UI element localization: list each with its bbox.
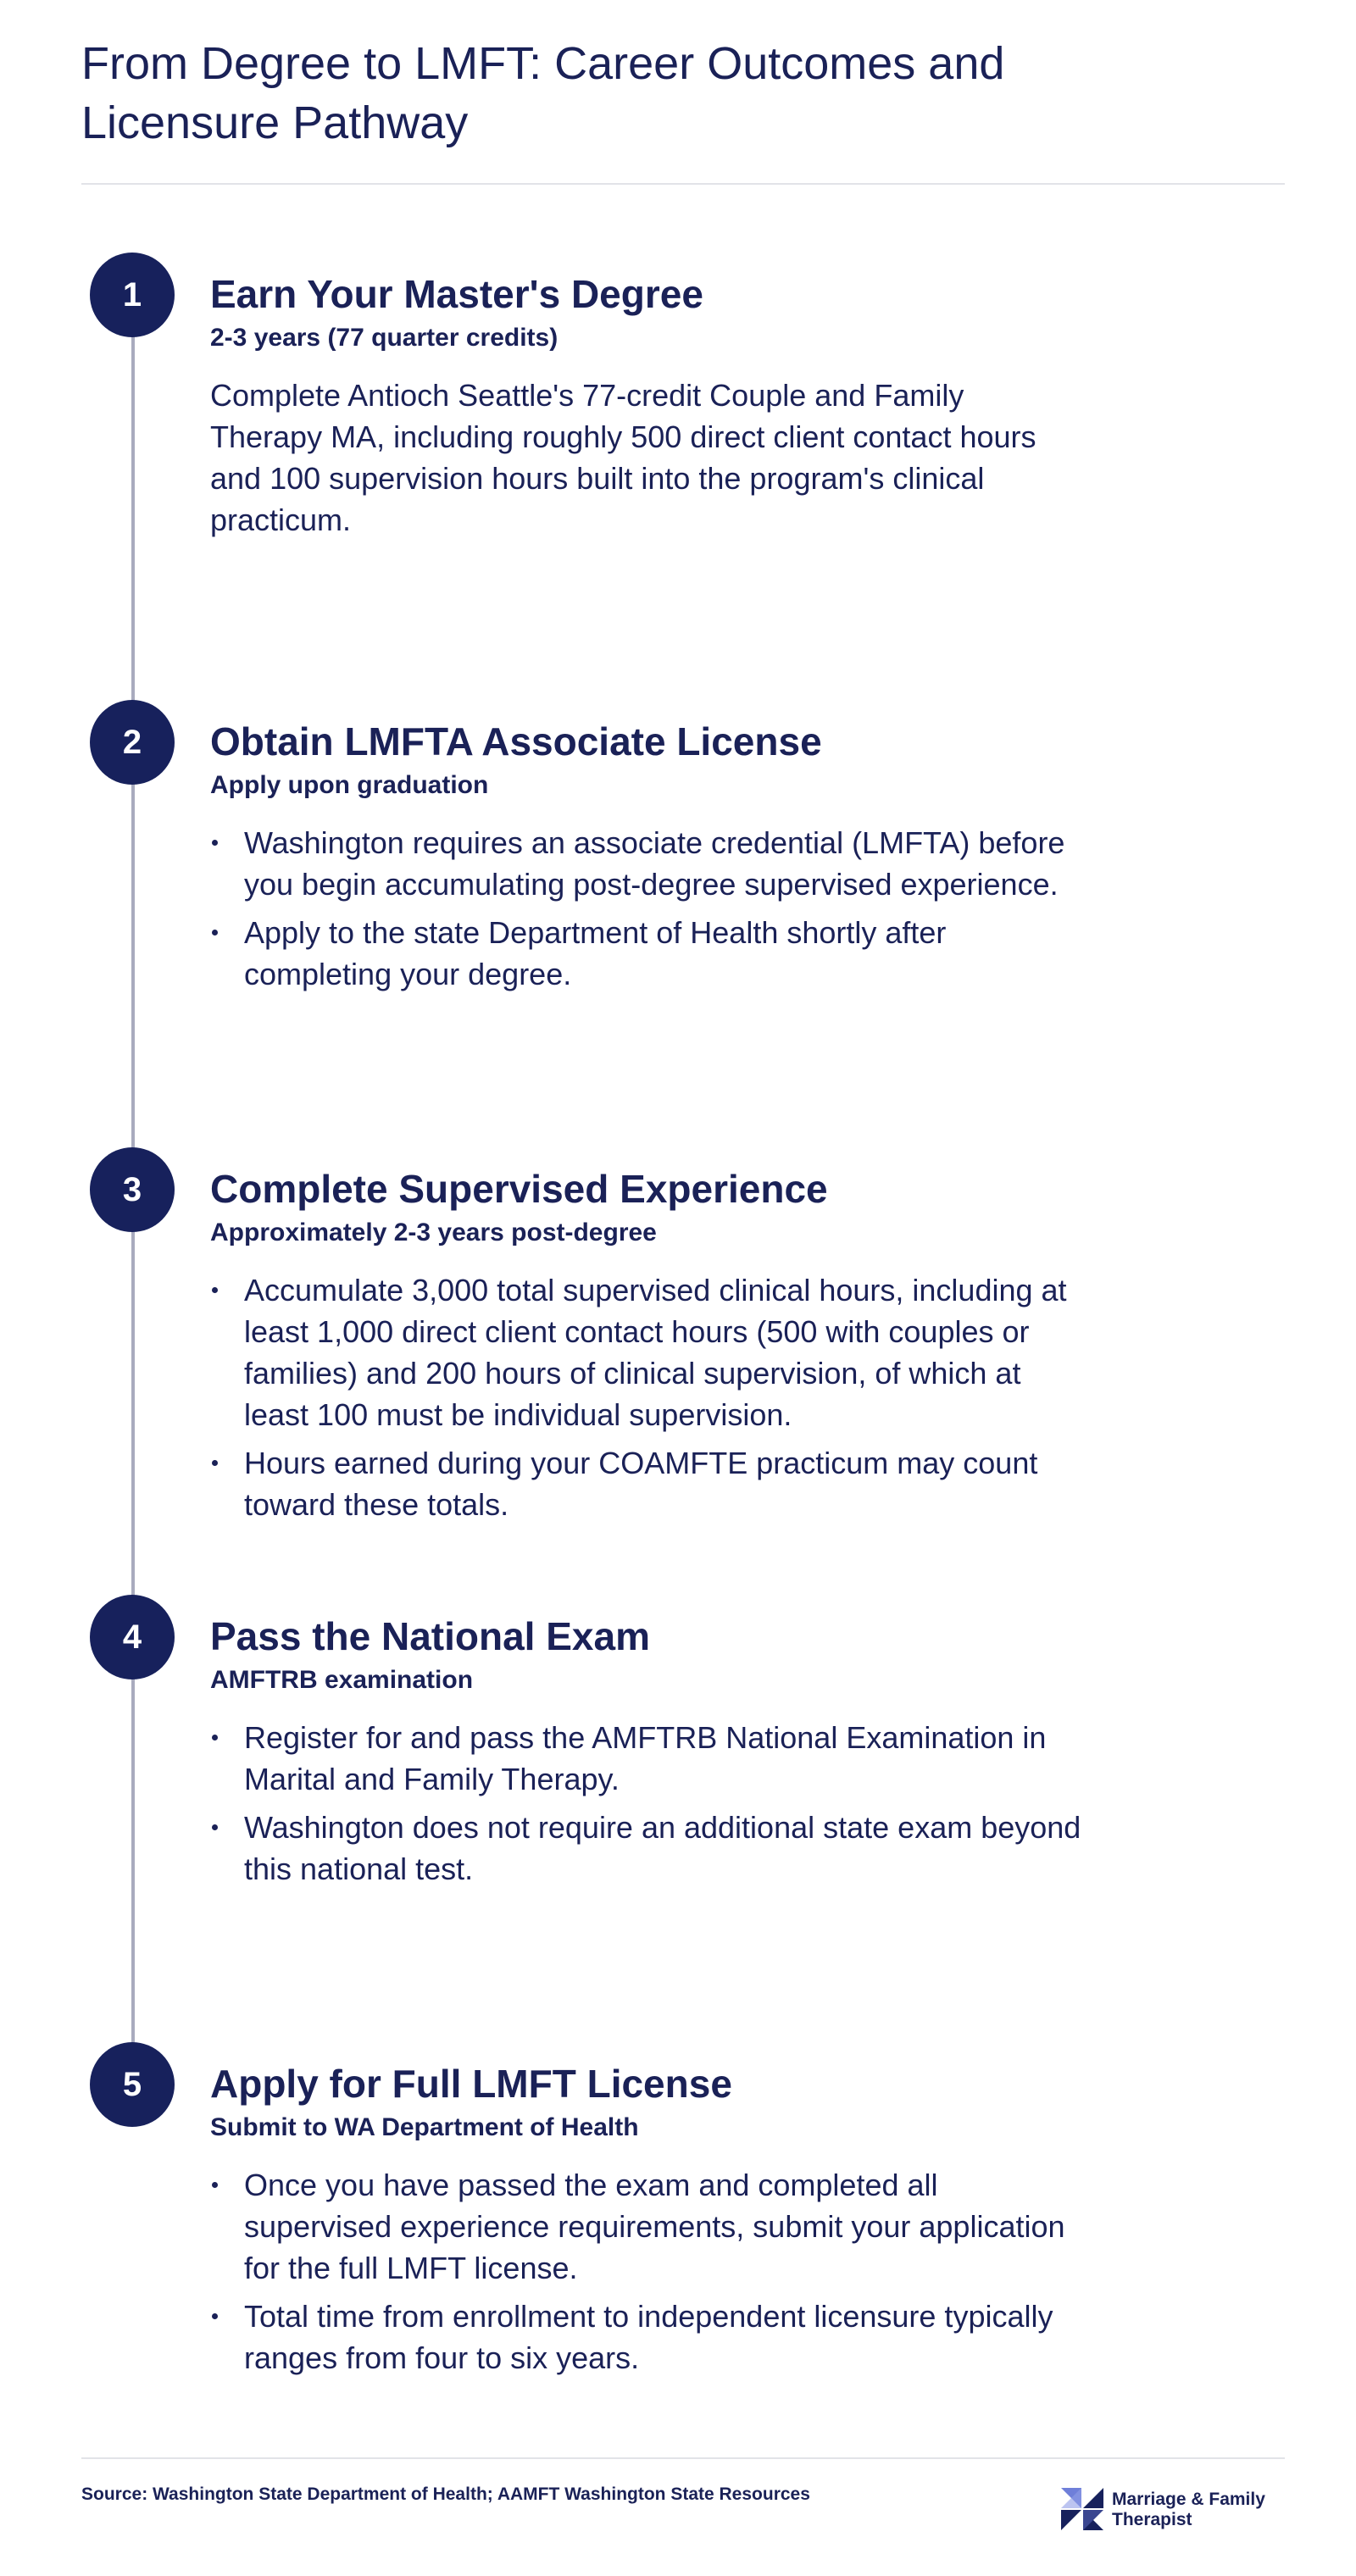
step-subtitle: Apply upon graduation <box>210 771 489 799</box>
step-subtitle: AMFTRB examination <box>210 1666 474 1694</box>
step-content <box>210 2042 1142 2385</box>
step-bullet-list <box>210 1717 1092 1890</box>
source-note: Source: Washington State Department of Health; AAMFT Washington State Resources <box>81 2484 810 2504</box>
step-number-badge: 5 <box>90 2042 175 2127</box>
step-number-badge: 4 <box>90 1595 175 1679</box>
step-description: Complete Antioch Seattle's 77-credit Couple and Family Therapy MA, including roughly 500 direct client contact hours and 100 supervision hours built into the program's clinical practicum. <box>210 378 1036 537</box>
step-title: Apply for Full LMFT License <box>210 2062 732 2106</box>
bullet-item: Once you have passed the exam and completed all supervised experience requirements, submit your application for the full LMFT license. <box>210 2164 1092 2289</box>
bullet-item: Register for and pass the AMFTRB National Examination in Marital and Family Therapy. <box>210 1717 1092 1800</box>
footer-divider <box>81 2457 1285 2459</box>
step-number-badge: 3 <box>90 1147 175 1232</box>
bullet-item: Washington requires an associate credential (LMFTA) before you begin accumulating post-degree supervised experience. <box>210 822 1092 905</box>
bullet-item: Accumulate 3,000 total supervised clinical hours, including at least 1,000 direct client contact hours (500 with couples or families) and 200 hours of clinical supervision, of which at least 100 must be individual supervision. <box>210 1269 1092 1435</box>
brand-logo <box>1059 2484 1288 2535</box>
step-bullet-list <box>210 1269 1092 1525</box>
pinwheel-logo-icon <box>1059 2486 1105 2532</box>
logo-line-2: Therapist <box>1112 2510 1192 2529</box>
bullet-item: Hours earned during your COAMFTE practicum may count toward these totals. <box>210 1442 1092 1525</box>
bullet-item: Washington does not require an additional state exam beyond this national test. <box>210 1807 1092 1890</box>
step-content <box>210 253 1142 541</box>
bullet-item: Apply to the state Department of Health shortly after completing your degree. <box>210 912 1092 995</box>
step-title: Pass the National Exam <box>210 1614 650 1658</box>
step-content <box>210 1147 1142 1532</box>
step-number-badge: 2 <box>90 700 175 785</box>
step-title: Complete Supervised Experience <box>210 1167 828 1211</box>
step-title: Obtain LMFTA Associate License <box>210 719 822 763</box>
step-subtitle: Approximately 2-3 years post-degree <box>210 1219 657 1246</box>
step-subtitle: Submit to WA Department of Health <box>210 2113 639 2141</box>
step-subtitle: 2-3 years (77 quarter credits) <box>210 324 559 352</box>
step-bullet-list <box>210 2164 1092 2379</box>
step-title: Earn Your Master's Degree <box>210 272 703 316</box>
page-title: From Degree to LMFT: Career Outcomes and Licensure Pathway <box>81 38 1005 148</box>
logo-wordmark <box>1112 2490 1290 2530</box>
step-bullet-list <box>210 822 1092 995</box>
step-number-badge: 1 <box>90 253 175 337</box>
step-content <box>210 1595 1142 1896</box>
step-content <box>210 700 1142 1002</box>
title-divider <box>81 183 1285 185</box>
bullet-item: Total time from enrollment to independent licensure typically ranges from four to six years. <box>210 2296 1092 2379</box>
logo-line-1: Marriage & Family <box>1112 2490 1265 2509</box>
